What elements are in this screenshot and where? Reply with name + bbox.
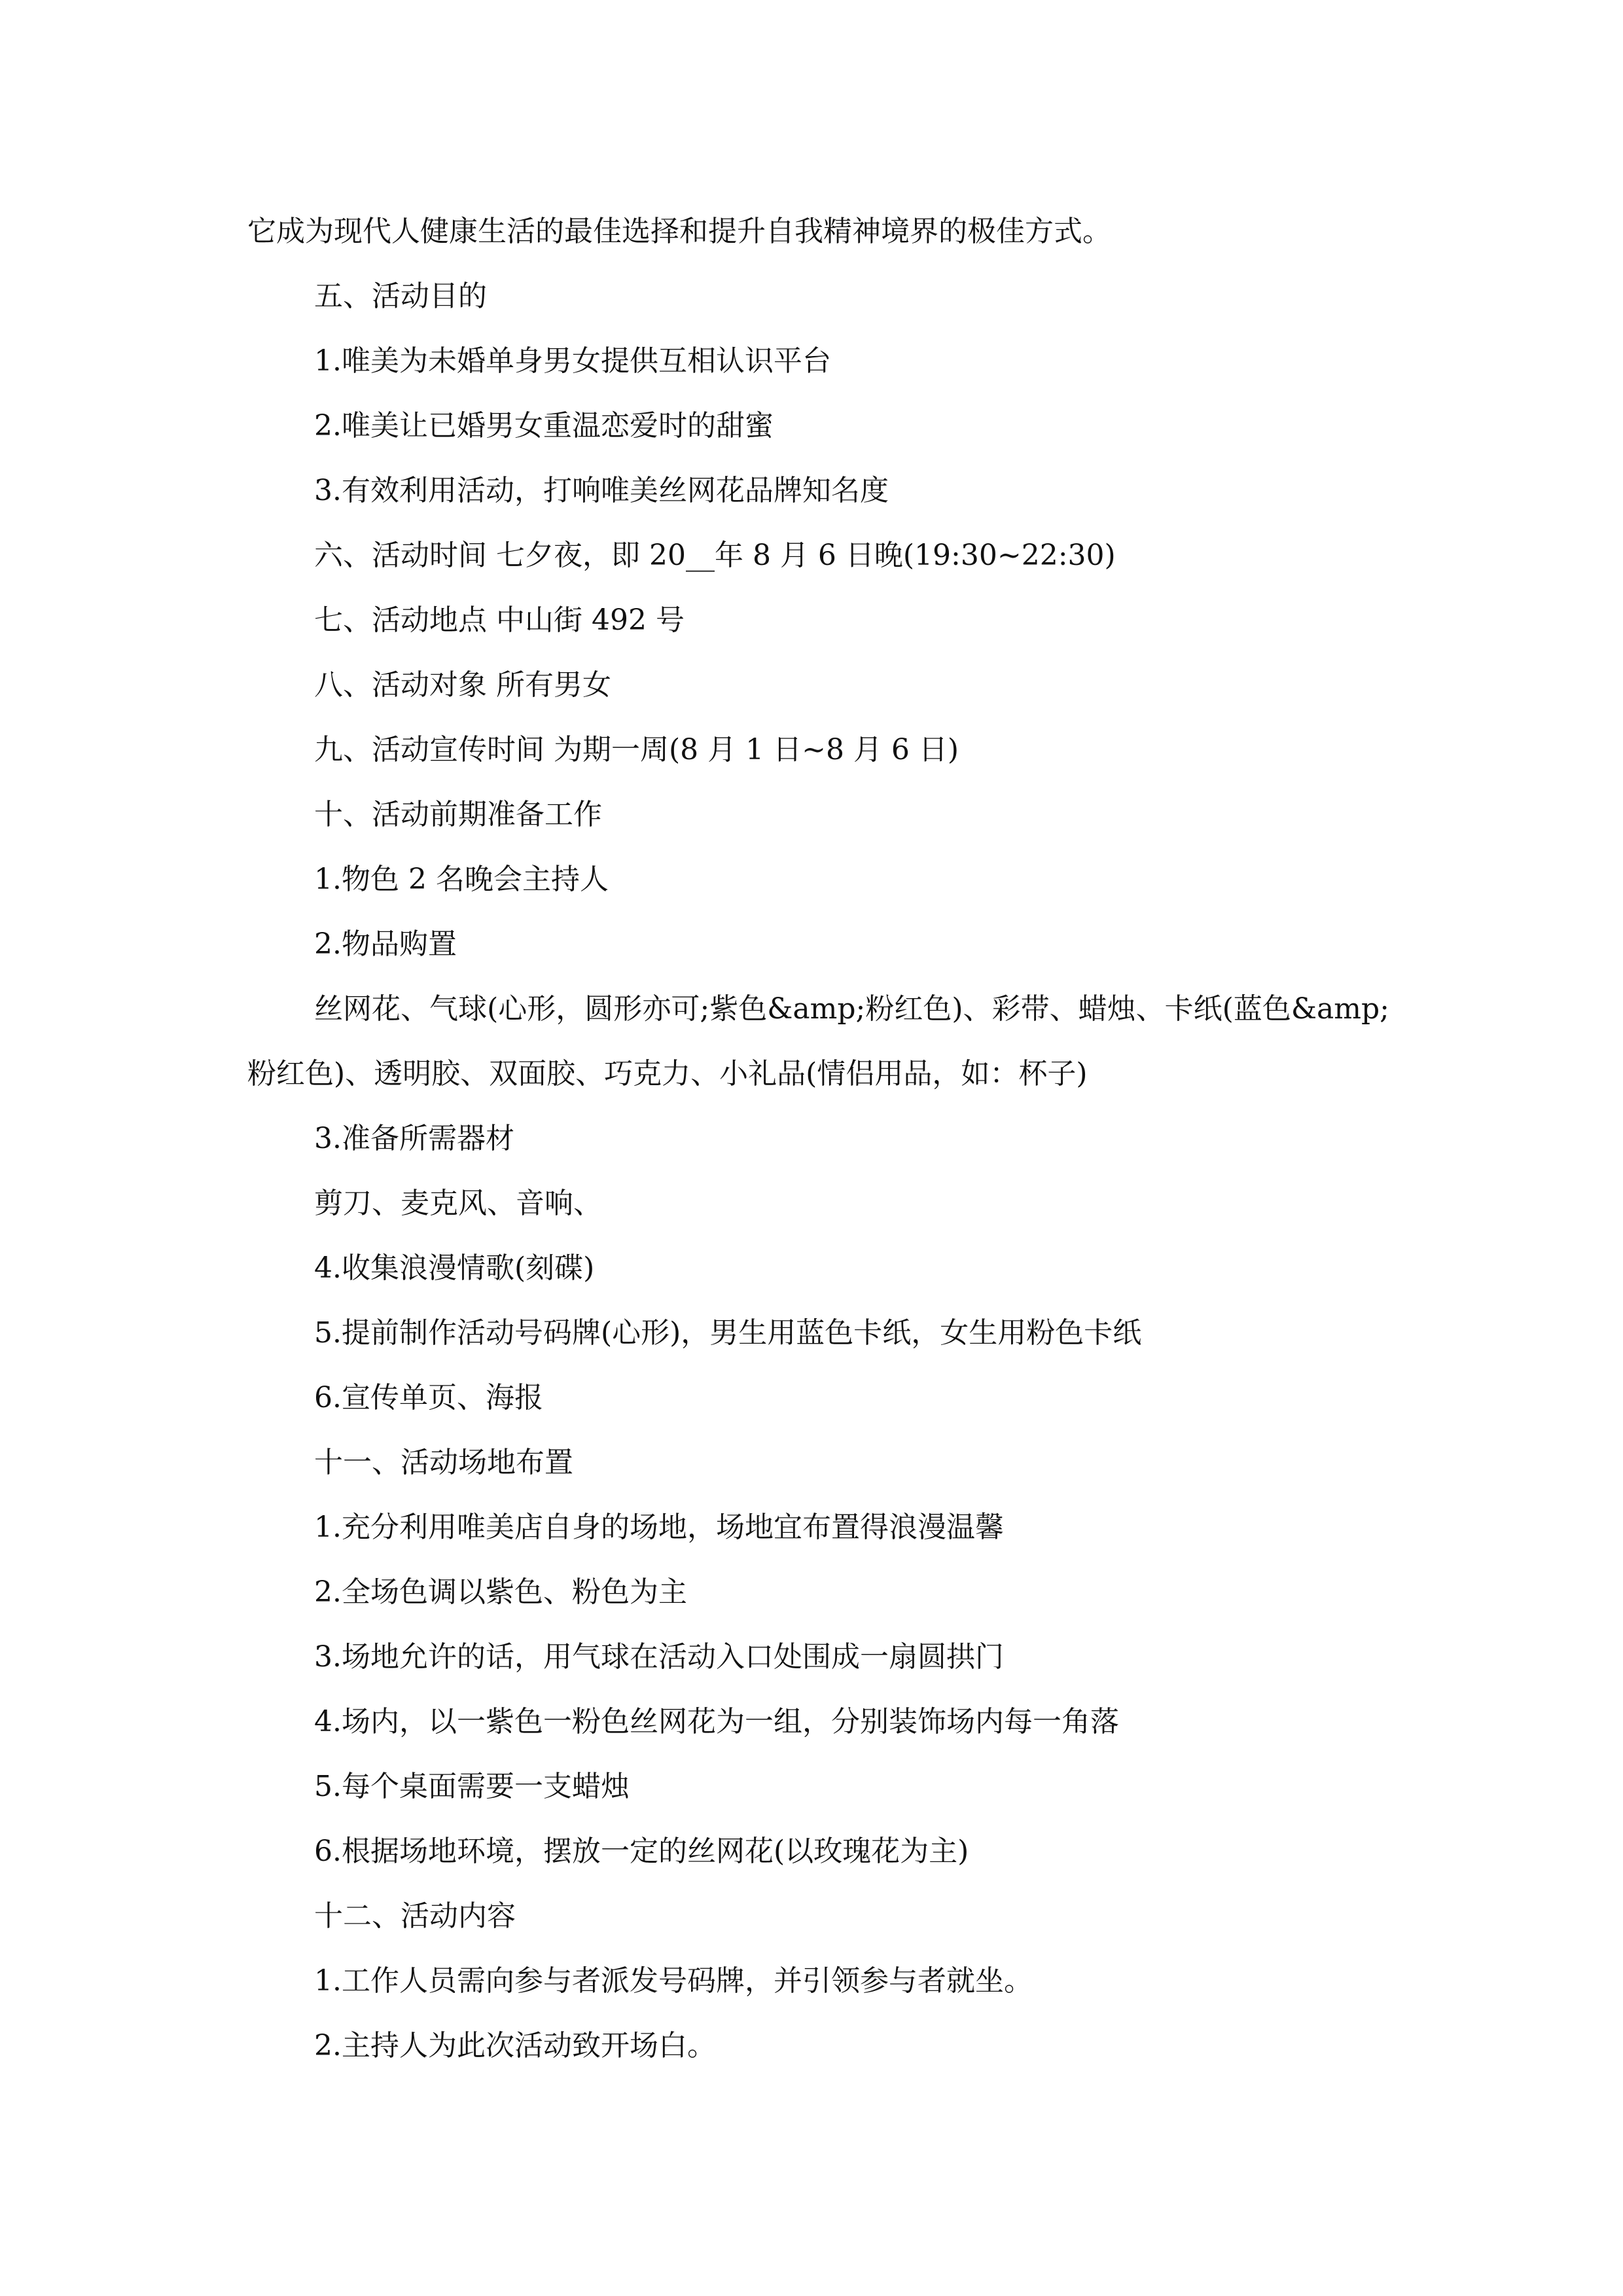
list-item: 6.根据场地环境，摆放一定的丝网花(以玫瑰花为主) — [314, 1835, 969, 1868]
section-heading: 十二、活动内容 — [314, 1899, 516, 1933]
document-body — [247, 199, 1389, 2078]
list-item: 3.场地允许的话，用气球在活动入口处围成一扇圆拱门 — [314, 1640, 1004, 1674]
list-item: 1.唯美为未婚单身男女提供互相认识平台 — [314, 344, 831, 378]
list-item: 2.主持人为此次活动致开场白。 — [314, 2029, 716, 2062]
section-heading: 十一、活动场地布置 — [314, 1446, 573, 1479]
paragraph-continuation: 它成为现代人健康生活的最佳选择和提升自我精神境界的极佳方式。 — [247, 215, 1111, 248]
list-item: 1.物色 2 名晚会主持人 — [314, 863, 609, 896]
list-item: 1.工作人员需向参与者派发号码牌，并引领参与者就坐。 — [314, 1964, 1033, 1998]
list-item: 3.有效利用活动，打响唯美丝网花品牌知名度 — [314, 474, 889, 507]
section-heading: 六、活动时间 七夕夜，即 20__年 8 月 6 日晚(19:30~22:30) — [314, 539, 1116, 572]
list-item: 2.全场色调以紫色、粉色为主 — [314, 1575, 687, 1609]
section-heading: 八、活动对象 所有男女 — [314, 668, 611, 702]
list-item: 2.唯美让已婚男女重温恋爱时的甜蜜 — [314, 409, 774, 442]
list-item: 2.物品购置 — [314, 927, 457, 961]
section-heading: 十、活动前期准备工作 — [314, 798, 602, 831]
paragraph-text: 剪刀、麦克风、音响、 — [314, 1187, 602, 1220]
list-item: 5.每个桌面需要一支蜡烛 — [314, 1770, 630, 1803]
list-item: 5.提前制作活动号码牌(心形)，男生用蓝色卡纸，女生用粉色卡纸 — [314, 1316, 1142, 1350]
paragraph-text: 丝网花、气球(心形，圆形亦可;紫色&amp;粉红色)、彩带、蜡烛、卡纸(蓝色&amp;粉红色)、透明胶、双面胶、巧克力、小礼品(情侣用品，如：杯子) — [247, 992, 1389, 1090]
list-item: 1.充分利用唯美店自身的场地，场地宜布置得浪漫温馨 — [314, 1511, 1004, 1544]
section-heading: 九、活动宣传时间 为期一周(8 月 1 日~8 月 6 日) — [314, 733, 959, 766]
list-item: 4.场内，以一紫色一粉色丝网花为一组，分别装饰场内每一角落 — [314, 1705, 1119, 1738]
list-item: 6.宣传单页、海报 — [314, 1381, 543, 1414]
section-heading: 五、活动目的 — [314, 279, 487, 313]
list-item: 3.准备所需器材 — [314, 1122, 514, 1155]
section-heading: 七、活动地点 中山街 492 号 — [314, 603, 685, 637]
list-item: 4.收集浪漫情歌(刻碟) — [314, 1251, 595, 1285]
